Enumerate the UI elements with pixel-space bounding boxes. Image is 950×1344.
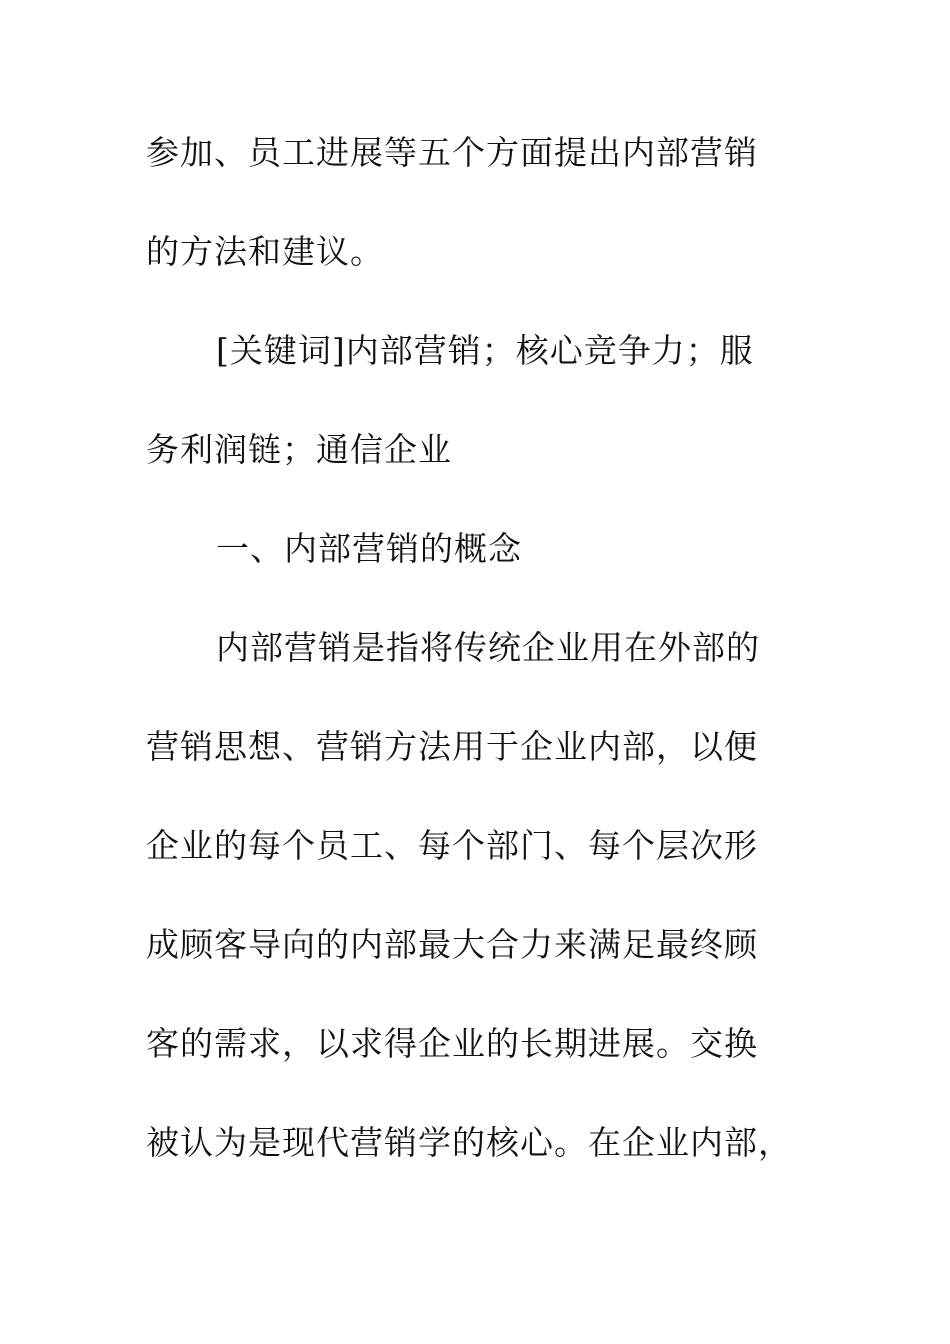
text-line: 的方法和建议。 bbox=[146, 232, 384, 271]
section-heading: 一、内部营销的概念 bbox=[216, 529, 522, 568]
text-line: 内部营销是指将传统企业用在外部的 bbox=[216, 628, 760, 667]
text-line: 成顾客导向的内部最大合力来满足最终顾 bbox=[146, 925, 758, 964]
text-line: 参加、员工进展等五个方面提出内部营销 bbox=[146, 133, 758, 172]
text-line: 务利润链；通信企业 bbox=[146, 430, 452, 469]
text-line: 营销思想、营销方法用于企业内部，以便 bbox=[146, 727, 758, 766]
text-line: 客的需求，以求得企业的长期进展。交换 bbox=[146, 1024, 758, 1063]
text-line: 被认为是现代营销学的核心。在企业内部， bbox=[146, 1123, 792, 1162]
keywords-line: [关键词]内部营销；核心竞争力；服 bbox=[216, 331, 754, 370]
text-line: 企业的每个员工、每个部门、每个层次形 bbox=[146, 826, 758, 865]
